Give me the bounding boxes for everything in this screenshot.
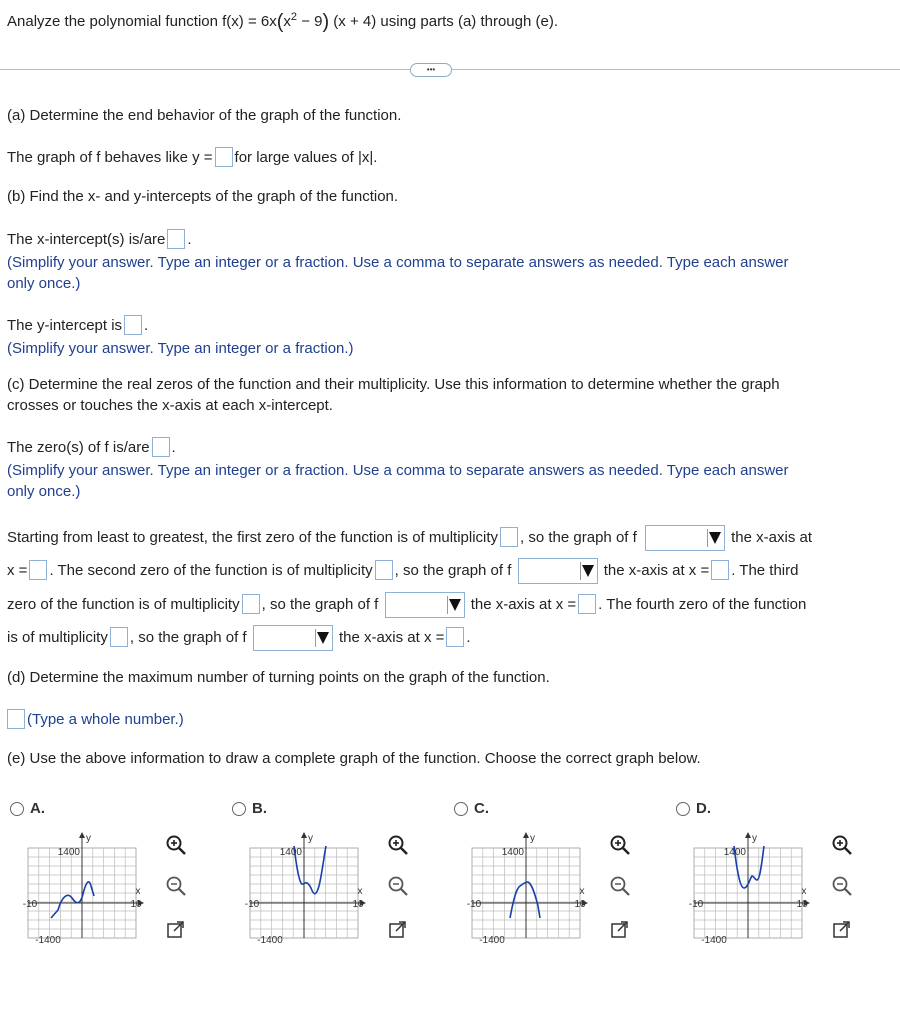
x-max-label: 10 (574, 899, 586, 910)
x-int-label: The x-intercept(s) is/are (7, 231, 166, 248)
y-axis-arrow (301, 832, 307, 838)
multiplicity-4-input[interactable] (110, 627, 128, 647)
option-radio[interactable] (454, 802, 468, 816)
zoom-out-icon[interactable] (387, 875, 409, 897)
l2d: the x-axis at x = (603, 562, 710, 579)
question-minus9: − 9 (297, 13, 323, 30)
graph-option-d[interactable] (676, 800, 881, 950)
x-int-hint-1: (Simplify your answer. Type an integer or a fraction. Use a comma to separate answers as needed. Type each answer (7, 254, 789, 271)
graph-thumbnail[interactable] (676, 826, 808, 946)
l1b: , so the graph of f (520, 529, 637, 546)
option-letter: A. (30, 800, 45, 817)
part-a-pre: The graph of f behaves like y = (7, 149, 213, 166)
x-min-label: -10 (688, 899, 704, 910)
l3d: . The fourth zero of the function (598, 596, 807, 613)
option-header[interactable] (232, 800, 267, 817)
option-radio[interactable] (676, 802, 690, 816)
x-intercept-input[interactable] (167, 229, 185, 249)
x-int-hint-2: only once.) (7, 275, 81, 292)
l2e: . The third (731, 562, 799, 579)
y-min-label: -1400 (257, 935, 283, 946)
part-c-heading-2: crosses or touches the x-axis at each x-intercept. (7, 397, 333, 414)
y-intercept-input[interactable] (124, 315, 142, 335)
zoom-in-icon[interactable] (387, 834, 409, 856)
graph-thumbnail[interactable] (454, 826, 586, 946)
l4c: the x-axis at x = (338, 629, 445, 646)
zero-2-x-input[interactable] (711, 560, 729, 580)
zoom-out-icon[interactable] (165, 875, 187, 897)
mult-line-2 (7, 558, 798, 584)
end-behavior-input[interactable] (215, 147, 233, 167)
y-max-label: 1400 (723, 847, 746, 858)
y-axis-arrow (79, 832, 85, 838)
x-min-label: -10 (244, 899, 260, 910)
zoom-out-icon[interactable] (831, 875, 853, 897)
cross-touch-3-dropdown[interactable] (385, 592, 465, 618)
question-x: x (283, 13, 291, 30)
part-e-heading: (e) Use the above information to draw a complete graph of the function. Choose the correct graph below. (7, 750, 701, 767)
cross-touch-2-dropdown[interactable] (518, 558, 598, 584)
x-intercept-line: The x-intercept(s) is/are . (7, 231, 192, 248)
paren-close: ) (322, 11, 330, 33)
l3a: zero of the function is of multiplicity (7, 596, 240, 613)
dropdown-arrow-icon (707, 529, 722, 547)
question-suffix: (x + 4) using parts (a) through (e). (329, 13, 558, 30)
zoom-in-icon[interactable] (831, 834, 853, 856)
option-letter: C. (474, 800, 489, 817)
turning-points-input[interactable] (7, 709, 25, 729)
dropdown-arrow-icon (580, 562, 595, 580)
zoom-in-icon[interactable] (609, 834, 631, 856)
option-header[interactable] (676, 800, 711, 817)
mult-line-1 (7, 525, 812, 551)
pop-out-icon[interactable] (831, 919, 853, 941)
x-axis-label: x (135, 886, 141, 897)
l2c: , so the graph of f (394, 562, 512, 579)
x-max-label: 10 (352, 899, 364, 910)
part-b-heading: (b) Find the x- and y-intercepts of the graph of the function. (7, 188, 399, 205)
zero-1-x-input[interactable] (29, 560, 47, 580)
l4d: . (466, 629, 471, 646)
zero-4-x-input[interactable] (446, 627, 464, 647)
graph-thumbnail[interactable] (10, 826, 142, 946)
option-letter: B. (252, 800, 267, 817)
x-axis-label: x (579, 886, 585, 897)
y-min-label: -1400 (479, 935, 505, 946)
y-axis-label: y (530, 833, 535, 844)
l3b: , so the graph of f (261, 596, 379, 613)
part-a-post: for large values of |x|. (234, 149, 378, 166)
l3c: the x-axis at x = (470, 596, 577, 613)
zeros-hint-2: only once.) (7, 483, 81, 500)
part-d-heading: (d) Determine the maximum number of turning points on the graph of the function. (7, 669, 550, 686)
y-intercept-line: The y-intercept is . (7, 317, 149, 334)
zeros-line: The zero(s) of f is/are . (7, 439, 176, 456)
mult-line-3 (7, 592, 806, 618)
l4a: is of multiplicity (7, 629, 108, 646)
x-max-label: 10 (796, 899, 808, 910)
y-int-hint: (Simplify your answer. Type an integer or a fraction.) (7, 340, 354, 357)
l4b: , so the graph of f (129, 629, 247, 646)
multiplicity-3-input[interactable] (242, 594, 260, 614)
multiplicity-1-input[interactable] (500, 527, 518, 547)
x-max-label: 10 (130, 899, 142, 910)
dropdown-arrow-icon (447, 596, 462, 614)
turning-points-line (7, 709, 184, 729)
y-axis-arrow (745, 832, 751, 838)
graph-thumbnail[interactable] (232, 826, 364, 946)
dropdown-arrow-icon (315, 629, 330, 647)
l1a: Starting from least to greatest, the first zero of the function is of multiplicity (7, 529, 499, 546)
mult-line-4 (7, 625, 471, 651)
y-axis-label: y (86, 833, 91, 844)
cross-touch-1-dropdown[interactable] (645, 525, 725, 551)
more-button[interactable]: ••• (410, 63, 452, 77)
pop-out-icon[interactable] (387, 919, 409, 941)
l2a: x = (7, 562, 28, 579)
x-axis-label: x (357, 886, 363, 897)
part-c-heading-1: (c) Determine the real zeros of the function and their multiplicity. Use this information to determine whether the graph (7, 376, 780, 393)
y-axis-label: y (308, 833, 313, 844)
cross-touch-4-dropdown[interactable] (253, 625, 333, 651)
y-axis-label: y (752, 833, 757, 844)
graph-option-c[interactable] (454, 800, 659, 950)
zeros-hint-1: (Simplify your answer. Type an integer or a fraction. Use a comma to separate answers as needed. Type each answer (7, 462, 789, 479)
y-int-label: The y-intercept is (7, 317, 123, 334)
graph-option-a[interactable] (10, 800, 215, 950)
y-axis-arrow (523, 832, 529, 838)
zero-3-x-input[interactable] (578, 594, 596, 614)
pop-out-icon[interactable] (609, 919, 631, 941)
zeros-input[interactable] (152, 437, 170, 457)
multiplicity-2-input[interactable] (375, 560, 393, 580)
question-prefix: Analyze the polynomial function f(x) = 6x (7, 13, 277, 30)
zoom-in-icon[interactable] (165, 834, 187, 856)
x-min-label: -10 (466, 899, 482, 910)
y-max-label: 1400 (57, 847, 80, 858)
l1c: the x-axis at (731, 529, 813, 546)
y-max-label: 1400 (279, 847, 302, 858)
part-a-heading: (a) Determine the end behavior of the graph of the function. (7, 107, 402, 124)
x-min-label: -10 (22, 899, 38, 910)
l2b: . The second zero of the function is of multiplicity (49, 562, 373, 579)
turning-hint: (Type a whole number.) (27, 711, 184, 728)
y-min-label: -1400 (35, 935, 61, 946)
option-radio[interactable] (10, 802, 24, 816)
part-a-line (7, 147, 377, 167)
graph-option-b[interactable] (232, 800, 437, 950)
zeros-label: The zero(s) of f is/are (7, 439, 150, 456)
y-max-label: 1400 (501, 847, 524, 858)
x-axis-label: x (801, 886, 807, 897)
zoom-out-icon[interactable] (609, 875, 631, 897)
pop-out-icon[interactable] (165, 919, 187, 941)
option-header[interactable] (454, 800, 489, 817)
option-header[interactable] (10, 800, 45, 817)
exponent: 2 (290, 11, 298, 23)
option-letter: D. (696, 800, 711, 817)
option-radio[interactable] (232, 802, 246, 816)
y-min-label: -1400 (701, 935, 727, 946)
paren-open: ( (276, 11, 284, 33)
question-text (7, 11, 558, 34)
